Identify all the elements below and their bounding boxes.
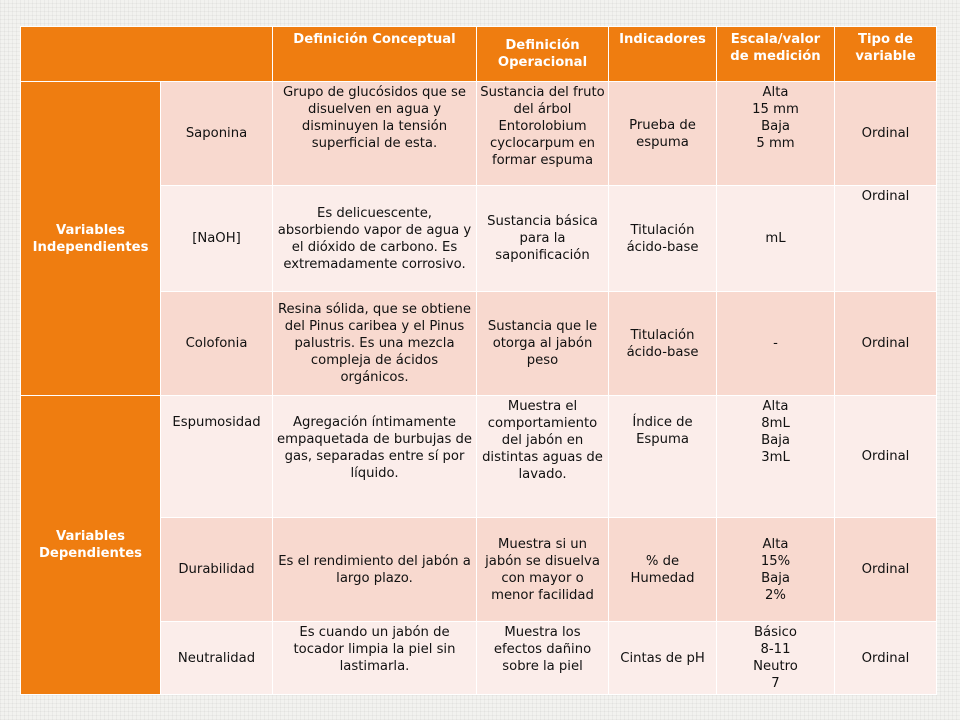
cell-variable: [NaOH] [161, 186, 273, 292]
cell-indicador: Titulación ácido-base [609, 292, 717, 396]
cell-indicador: Titulación ácido-base [609, 186, 717, 292]
cell-definicion-conceptual: Grupo de glucósidos que se disuelven en agua y disminuyen la tensión superficial de esta. [273, 82, 477, 186]
cell-escala: Básico 8-11 Neutro 7 [717, 622, 835, 695]
header-indicadores: Indicadores [609, 27, 717, 82]
cell-escala: Alta 8mL Baja 3mL [717, 396, 835, 518]
header-definicion-conceptual: Definición Conceptual [273, 27, 477, 82]
cell-variable: Durabilidad [161, 518, 273, 622]
cell-escala: - [717, 292, 835, 396]
cell-indicador: Índice de Espuma [609, 396, 717, 518]
cell-definicion-conceptual: Resina sólida, que se obtiene del Pinus caribea y el Pinus palustris. Es una mezcla compleja de ácidos orgánicos. [273, 292, 477, 396]
cell-escala: Alta 15% Baja 2% [717, 518, 835, 622]
header-blank-cell [21, 27, 273, 82]
cell-definicion-operacional: Muestra el comportamiento del jabón en distintas aguas de lavado. [477, 396, 609, 518]
header-definicion-operacional: Definición Operacional [477, 27, 609, 82]
group-variables-independientes: Variables Independientes [21, 82, 161, 396]
cell-variable: Saponina [161, 82, 273, 186]
variables-table [20, 26, 937, 695]
cell-variable: Neutralidad [161, 622, 273, 695]
cell-variable: Espumosidad [161, 396, 273, 518]
cell-definicion-operacional: Muestra los efectos dañino sobre la piel [477, 622, 609, 695]
table-row [21, 396, 937, 518]
cell-indicador: Cintas de pH [609, 622, 717, 695]
cell-escala: Alta 15 mm Baja 5 mm [717, 82, 835, 186]
cell-definicion-conceptual: Agregación íntimamente empaquetada de burbujas de gas, separadas entre sí por líquido. [273, 396, 477, 518]
cell-tipo: Ordinal [835, 518, 937, 622]
header-row [21, 27, 937, 82]
header-escala: Escala/valor de medición [717, 27, 835, 82]
cell-tipo: Ordinal [835, 622, 937, 695]
cell-tipo: Ordinal [835, 396, 937, 518]
cell-definicion-conceptual: Es cuando un jabón de tocador limpia la piel sin lastimarla. [273, 622, 477, 695]
cell-variable: Colofonia [161, 292, 273, 396]
cell-escala: mL [717, 186, 835, 292]
header-tipo-variable: Tipo de variable [835, 27, 937, 82]
cell-definicion-operacional: Sustancia del fruto del árbol Entorolobium cyclocarpum en formar espuma [477, 82, 609, 186]
cell-definicion-conceptual: Es el rendimiento del jabón a largo plazo. [273, 518, 477, 622]
cell-definicion-operacional: Sustancia que le otorga al jabón peso [477, 292, 609, 396]
cell-indicador: Prueba de espuma [609, 82, 717, 186]
cell-tipo: Ordinal [835, 292, 937, 396]
cell-tipo: Ordinal [835, 186, 937, 292]
cell-definicion-operacional: Muestra si un jabón se disuelva con mayor o menor facilidad [477, 518, 609, 622]
group-variables-dependientes: Variables Dependientes [21, 396, 161, 695]
cell-indicador: % de Humedad [609, 518, 717, 622]
cell-tipo: Ordinal [835, 82, 937, 186]
cell-definicion-operacional: Sustancia básica para la saponificación [477, 186, 609, 292]
table-row [21, 82, 937, 186]
cell-definicion-conceptual: Es delicuescente, absorbiendo vapor de agua y el dióxido de carbono. Es extremadamente corrosivo. [273, 186, 477, 292]
